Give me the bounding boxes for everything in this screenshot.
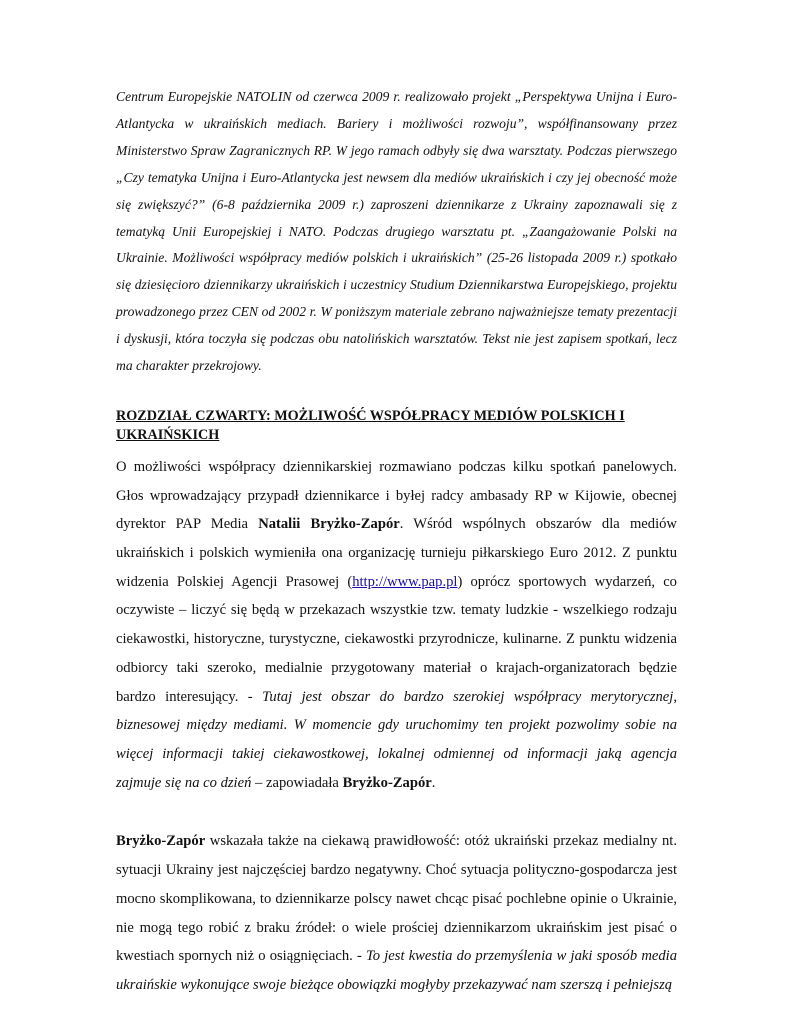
p1-text-4: – zapowiadała (251, 774, 343, 791)
chapter-heading: ROZDZIAŁ CZWARTY: MOŻLIWOŚĆ WSPÓŁPRACY MEDIÓW POLSKICH I UKRAIŃSKICH (116, 407, 625, 443)
p2-quote: To jest kwestia do przemyślenia w jaki sposób media ukraińskie wykonujące swoje bieżące obowiązki mogłyby przekazywać nam szerszą i pełniejszą (116, 948, 677, 993)
document-page (116, 84, 677, 1000)
p1-quote: Tutaj jest obszar do bardzo szerokiej współpracy merytorycznej, biznesowej między mediami. W momencie gdy uruchomimy ten projekt pozwolimy sobie na więcej informacji takiej ciekawostkowej, lokalnej odmiennej od informacji jaką agencja zajmuje się na co dzień (116, 688, 677, 791)
person-name: Natalii Bryżko-Zapór (258, 516, 400, 533)
intro-paragraph: Centrum Europejskie NATOLIN od czerwca 2009 r. realizowało projekt „Perspektywa Unijna i Euro-Atlantycka w ukraińskich mediach. Bariery i możliwości rozwoju”, współfinansowany przez Ministerstwo Spraw Zagranicznych RP. W jego ramach odbyły się dwa warsztaty. Podczas pierwszego „Czy tematyka Unijna i Euro-Atlantycka jest newsem dla mediów ukraińskich i czy jej obecność może się zwiększyć?” (6-8 października 2009 r.) zaproszeni dziennikarze z Ukrainy zapoznawali się z tematyką Unii Europejskiej i NATO. Podczas drugiego warsztatu pt. „Zaangażowanie Polski na Ukrainie. Możliwości współpracy mediów polskich i ukraińskich” (25-26 listopada 2009 r.) spotkało się dziesięcioro dziennikarzy ukraińskich i uczestnicy Studium Dziennikarstwa Europejskiego, projektu prowadzonego przez CEN od 2002 r. W poniższym materiale zebrano najważniejsze tematy prezentacji i dyskusji, która toczyła się podczas obu natolińskich warsztatów. Tekst nie jest zapisem spotkań, lecz ma charakter przekrojowy. (116, 89, 677, 374)
person-name: Bryżko-Zapór (116, 833, 206, 850)
person-name: Bryżko-Zapór (342, 774, 432, 791)
pap-link[interactable]: http://www.pap.pl (352, 573, 458, 590)
body-paragraph-1 (116, 453, 677, 797)
p1-text-1: O możliwości współpracy dziennikarskiej rozmawiano podczas kilku spotkań panelowych. Głos wprowadzający przypadł dziennikarce i byłej radcy ambasady RP w Kijowie, obecnej dyrektor PAP Media (116, 458, 677, 533)
p2-text-1: wskazała także na ciekawą prawidłowość: otóż ukraiński przekaz medialny nt. sytuacji Ukrainy jest najczęściej bardzo negatywny. Choć sytuacja polityczno-gospodarcza jest mocno skomplikowana, to dziennikarze polscy nawet chcąc pisać pochlebne opinie o Ukrainie, nie mogą tego robić z braku źródeł: o wiele prościej dziennikarzom ukraińskim jest pisać o kwestiach spornych niż o osiągnięciach. - (116, 833, 677, 965)
p1-text-2: . Wśród wspólnych obszarów dla mediów ukraińskich i polskich wymieniła ona organizację turnieju piłkarskiego Euro 2012. Z punktu widzenia Polskiej Agencji Prasowej ( (116, 516, 677, 590)
p1-text-5: . (431, 774, 436, 791)
body-paragraph-2 (116, 827, 677, 999)
p1-text-3: ) oprócz sportowych wydarzeń, co oczywiste – liczyć się będą w przekazach wszystkie tzw. tematy ludzkie - wszelkiego rodzaju ciekawostki, historyczne, turystyczne, ciekawostki przyrodnicze, kulinarne. Z punktu widzenia odbiorcy taki szeroko, medialnie przygotowany materiał o krajach-organizatorach będzie bardzo interesujący. - (116, 573, 677, 705)
